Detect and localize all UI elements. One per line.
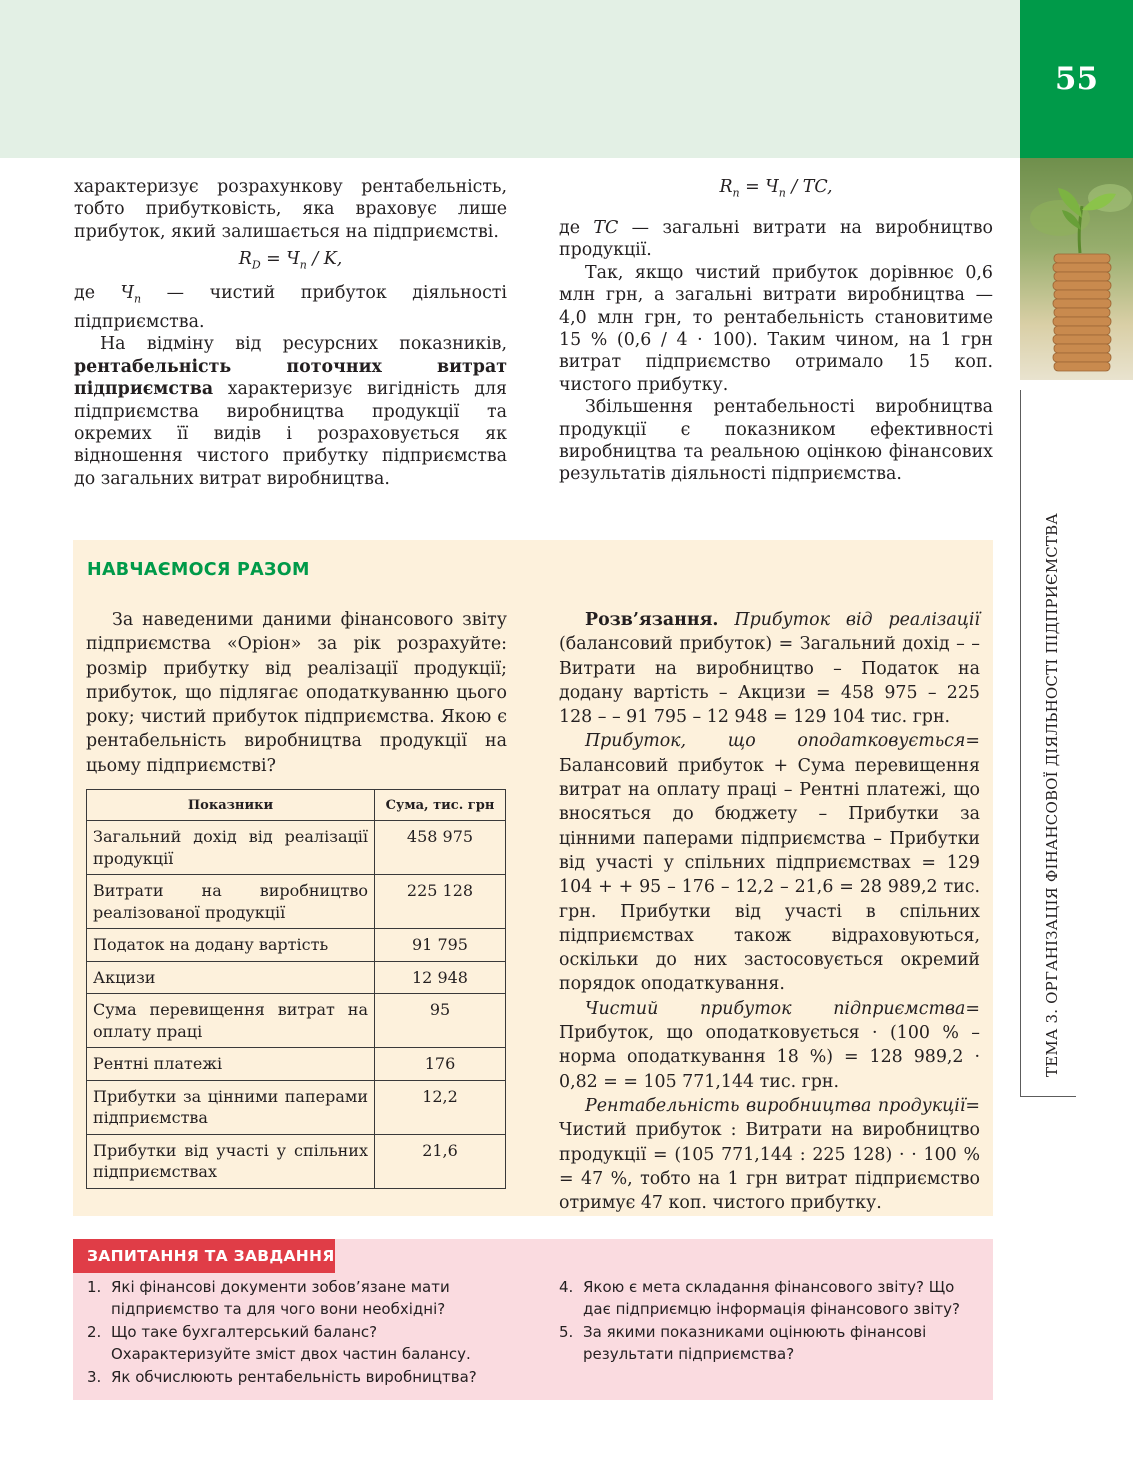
- table-cell-value: 225 128: [375, 875, 506, 929]
- left-paragraph-1: характеризує розрахункову рентабельність, тобто прибутковість, яка враховує лише прибуток, який залишається на підприємстві.: [74, 177, 507, 242]
- list-item: 5. За якими показниками оцінюють фінансові результати підприємства?: [559, 1322, 927, 1363]
- learn-together-title: НАВЧАЄМОСЯ РАЗОМ: [87, 560, 310, 580]
- table-cell-value: 12 948: [375, 961, 506, 994]
- table-row: [87, 1134, 506, 1188]
- right-text-column: [559, 176, 993, 486]
- table-row: [87, 1080, 506, 1134]
- table-header-indicators: Показники: [87, 790, 375, 821]
- chapter-title-vertical: ТЕМА 3. ОРГАНІЗАЦІЯ ФІНАНСОВОЇ ДІЯЛЬНОСТІ ПІДПРИЄМСТВА: [1043, 513, 1061, 1077]
- page-number: 55: [1020, 0, 1133, 158]
- solution-text: [559, 608, 980, 1215]
- side-rule: [1020, 390, 1021, 1097]
- formula-rd: $R_D = Ч_п / K$,: [238, 249, 343, 272]
- formula-rp: $R_п = Ч_п$ / TC,: [719, 177, 833, 200]
- coins-plant-photo: [1020, 158, 1133, 380]
- table-row: [87, 875, 506, 929]
- list-item: 4. Якою є мета складання фінансового звіту? Що дає підприємцю інформація фінансового звіту?: [559, 1278, 960, 1318]
- table-cell-value: 95: [375, 994, 506, 1048]
- left-text-column: [74, 176, 507, 490]
- table-cell-value: 12,2: [375, 1080, 506, 1134]
- solution-paragraph-4: Рентабельність виробництва продукції= Чистий прибуток : Витрати на виробництво продукції = (105 771,144 : 225 128) · · 100 % = 47 %, тобто на 1 грн витрат підприємство отримує 47 коп. чистого прибутку.: [559, 1095, 980, 1214]
- table-row: [87, 1048, 506, 1081]
- table-row: [87, 929, 506, 962]
- table-cell-name: Податок на додану вартість: [87, 929, 375, 962]
- left-paragraph-2: де $Ч_п$ — чистий прибуток діяльності підприємства.: [74, 283, 507, 332]
- list-item: 3. Як обчислюють рентабельність виробництва?: [87, 1367, 477, 1386]
- questions-title: ЗАПИТАННЯ ТА ЗАВДАННЯ: [73, 1239, 335, 1273]
- task-paragraph: За наведеними даними фінансового звіту підприємства «Оріон» за рік розрахуйте: розмір прибутку від реалізації продукції; прибуток, що підлягає оподаткуванню цього року; чистий прибуток підприємства. Якою є рентабельність виробництва продукції на цьому підприємстві?: [86, 610, 507, 776]
- table-cell-value: 21,6: [375, 1134, 506, 1188]
- task-text: [86, 608, 507, 778]
- table-cell-value: 91 795: [375, 929, 506, 962]
- right-paragraph-3: Збільшення рентабельності виробництва продукції є показником ефективності виробництва та реальною оцінкою фінансових результатів діяльності підприємства.: [559, 397, 993, 485]
- solution-paragraph-2: Прибуток, що оподатковується= Балансовий прибуток + Сума перевищення витрат на оплату праці – Рентні платежі, що вносяться до бюджету – Прибутки за цінними паперами підприємства – Прибутки від участі у спільних підприємствах = 129 104 + + 95 – 176 – 12,2 – 21,6 = 28 989,2 тис. грн. Прибутки від участі в спільних підприємствах також відраховуються, оскільки до них застосовується окремий порядок оподаткування.: [559, 731, 980, 995]
- list-item: 2. Що таке бухгалтерський баланс? Охарактеризуйте зміст двох частин балансу.: [87, 1322, 471, 1363]
- table-cell-name: Акцизи: [87, 961, 375, 994]
- questions-list-right: [559, 1277, 984, 1367]
- table-cell-value: 458 975: [375, 821, 506, 875]
- right-paragraph-2: Так, якщо чистий прибуток дорівнює 0,6 млн грн, а загальні витрати виробництва — 4,0 млн грн, то рентабельність становитиме 15 % (0,6 / 4 · 100). Таким чином, на 1 грн витрат підприємство отримало 15 коп. чистого прибутку.: [559, 262, 993, 395]
- list-item: 1. Які фінансові документи зобов’язане мати підприємство та для чого вони необхідні?: [87, 1278, 450, 1318]
- table-header-sum: Сума, тис. грн: [375, 790, 506, 821]
- left-paragraph-3: На відміну від ресурсних показників, рентабельність поточних витрат підприємства характеризує вигідність для підприємства виробництва продукції та окремих її видів і розраховується як відношення чистого прибутку підприємства до загальних витрат виробництва.: [74, 334, 507, 489]
- indicators-table: [86, 789, 506, 1189]
- table-cell-name: Прибутки від участі у спільних підприємствах: [87, 1134, 375, 1188]
- table-cell-name: Витрати на виробництво реалізованої продукції: [87, 875, 375, 929]
- table-cell-value: 176: [375, 1048, 506, 1081]
- solution-paragraph-1: Розв’язання. Прибуток від реалізації (балансовий прибуток) = Загальний дохід – – Витрати на виробництво – Податок на додану вартість – Акцизи = 458 975 – 225 128 – – 91 795 – 12 948 = 129 104 тис. грн.: [559, 610, 980, 728]
- table-cell-name: Рентні платежі: [87, 1048, 375, 1081]
- table-cell-name: Загальний дохід від реалізації продукції: [87, 821, 375, 875]
- right-paragraph-1: де TC — загальні витрати на виробництво продукції.: [559, 217, 993, 261]
- header-band: [0, 0, 1020, 158]
- questions-list-left: [87, 1277, 507, 1390]
- table-header-row: [87, 790, 506, 821]
- solution-paragraph-3: Чистий прибуток підприємства= Прибуток, що оподатковується · (100 % – норма оподаткування 18 %) = 128 989,2 · 0,82 = = 105 771,144 тис. грн.: [559, 998, 980, 1092]
- table-cell-name: Сума перевищення витрат на оплату праці: [87, 994, 375, 1048]
- table-row: [87, 961, 506, 994]
- table-row: [87, 821, 506, 875]
- table-row: [87, 994, 506, 1048]
- table-cell-name: Прибутки за цінними паперами підприємства: [87, 1080, 375, 1134]
